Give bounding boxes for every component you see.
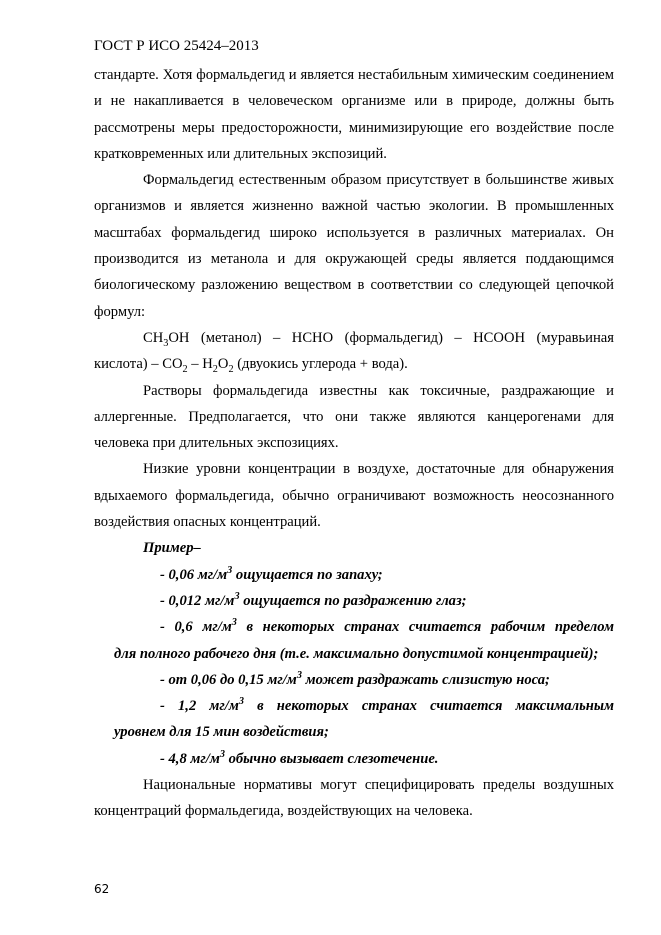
example-item: - 0,012 $мг/м^3$ ощущается по раздражению глаз;	[160, 591, 467, 609]
formula-o: O	[217, 356, 229, 373]
body-text	[94, 62, 614, 825]
paragraph-toxicity: Растворы формальдегида известны как токсичные, раздражающие и аллергенные. Предполагается, что они также являются канцерогенами для человека при длительных экспозициях.	[94, 382, 614, 452]
formula-sub: 3	[163, 337, 169, 349]
formula-ch: CH	[143, 329, 164, 346]
example-item: - 4,8 $мг/м^3$ обычно вызывает слезотечение.	[160, 748, 439, 767]
formula-main: OH (метанол) – HCHO (формальдегид) – HCOOH (муравьиная кислота) – CO	[94, 329, 614, 373]
example-item-continuation: для полного рабочего дня (т.е. максимально допустимой концентрацией);	[114, 645, 599, 662]
paragraph-low-levels: Низкие уровни концентрации в воздухе, достаточные для обнаружения вдыхаемого формальдегида, обычно ограничивают возможность неосознанного воздействия опасных концентраций.	[94, 461, 614, 531]
example-item-continuation: уровнем для 15 мин воздействия;	[114, 724, 329, 741]
paragraph-formaldehyde-nature: Формальдегид естественным образом присутствует в большинстве живых организмов и является жизненно важной частью экологии. В промышленных масштабах формальдегид широко используется в различных материалах. Он производится из метанола и для окружающей среды является поддающимся биологическому разложению веществом в соответствии со следующей цепочкой формул:	[94, 172, 614, 320]
paragraph-national-norms: Национальные нормативы могут специфицировать пределы воздушных концентраций формальдегида, воздействующих на человека.	[94, 777, 614, 820]
formula-h: – H	[187, 356, 213, 373]
page-number: 62	[94, 882, 110, 896]
paragraph-formula-chain	[94, 325, 614, 378]
example-title: Пример–	[143, 540, 201, 557]
formula-rest: (двуокись углерода + вода).	[233, 356, 408, 373]
example-item: - 0,06 $мг/м^3$ ощущается по запаху;	[160, 564, 383, 583]
formula-sub: 2	[212, 364, 218, 376]
paragraph-continuation: стандарте. Хотя формальдегид и является нестабильным химическим соединением и не накапливается в человеческом организме или в природе, должны быть рассмотрены меры предосторожности, минимизирующие его воздействие после кратковременных или длительных экспозиций.	[94, 67, 614, 162]
example-item: - от 0,06 до 0,15 $мг/м^3$ может раздражать слизистую носа;	[160, 669, 550, 688]
example-item: - 1,2 $мг/м^3$ в некоторых странах считается максимальным	[160, 696, 614, 715]
example-item: - 0,6 $мг/м^3$ в некоторых странах считается рабочим пределом	[160, 617, 615, 636]
document-header: ГОСТ Р ИСО 25424–2013	[94, 38, 259, 54]
formula-sub: 2	[228, 364, 234, 376]
formula-sub: 2	[182, 364, 188, 376]
